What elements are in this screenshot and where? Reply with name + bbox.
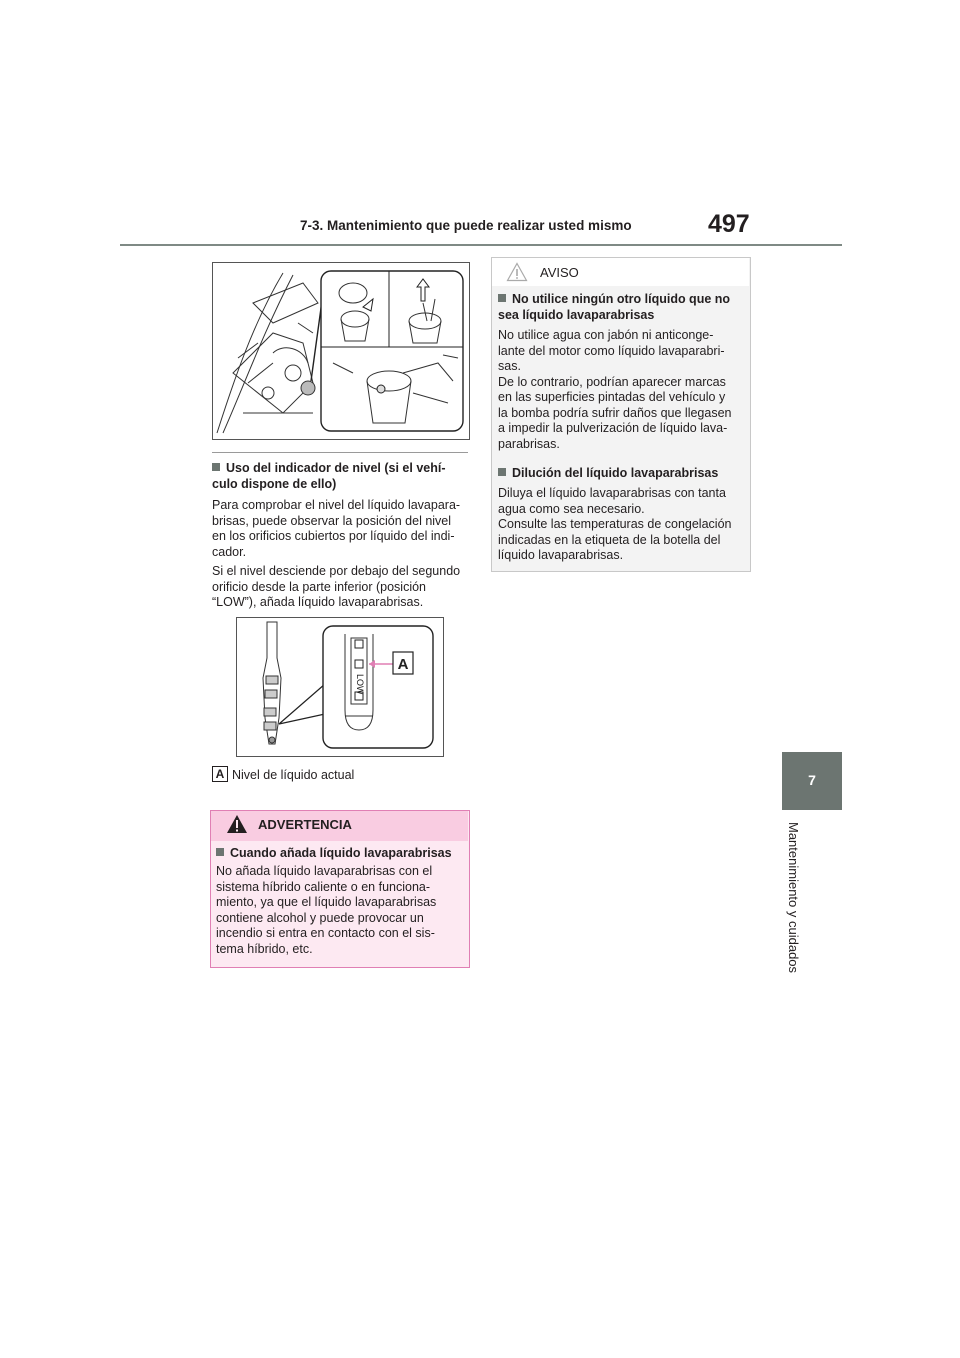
header-rule <box>120 244 842 246</box>
caption-label-box: A <box>212 766 228 782</box>
section-title: 7-3. Mantenimiento que puede realizar usted mismo <box>300 218 632 233</box>
level-gauge-paragraph-2: Si el nivel desciende por debajo del segundo orificio desde la parte inferior (posición “LOW”), añada líquido lavaparabrisas. <box>212 564 461 609</box>
warning-body: No añada líquido lavaparabrisas con el sistema híbrido caliente o en funciona- miento, ya que el líquido lavaparabrisas contiene alcohol y puede provocar un incendio si entra en contacto con el sis- tema híbrido, etc. <box>216 864 437 956</box>
warning-triangle-icon <box>226 814 248 834</box>
level-gauge-heading: Uso del indicador de nivel (si el vehí- culo dispone de ello) <box>212 461 446 491</box>
level-gauge-paragraph-1: Para comprobar el nivel del líquido lavapara- brisas, puede observar la posición del nivel en los orificios cubiertos por líquido del indi- cador. <box>212 498 461 559</box>
page-number: 497 <box>708 210 750 238</box>
gauge-low-text: LOW <box>355 674 365 695</box>
level-gauge-illustration <box>236 617 444 757</box>
notice-body-1: No utilice agua con jabón ni anticonge- lante del motor como líquido lavaparabri- sas. De lo contrario, podrían aparecer marcas en las superficies pintadas del vehículo y la bomba podría sufrir daños que llegasen a impedir la pulverización de líquido lava- parabrisas. <box>498 328 732 451</box>
notice-header <box>492 258 749 286</box>
caption-text: Nivel de líquido actual <box>232 768 355 782</box>
notice-heading-1: No utilice ningún otro líquido que no sea líquido lavaparabrisas <box>498 292 731 322</box>
warning-heading: Cuando añada líquido lavaparabrisas <box>216 845 464 861</box>
warning-title: ADVERTENCIA <box>258 817 352 832</box>
notice-triangle-icon <box>506 262 528 282</box>
section-divider <box>212 452 468 453</box>
notice-bullet-icon <box>498 294 506 302</box>
gauge-callout-label: A <box>397 656 409 673</box>
engine-bay-drawing <box>213 263 469 439</box>
chapter-label <box>782 822 808 992</box>
chapter-number: 7 <box>808 772 816 788</box>
chapter-label-text: Mantenimiento y cuidados <box>786 822 801 974</box>
notice-title: AVISO <box>540 265 579 280</box>
section-bullet-icon <box>212 463 220 471</box>
notice-bullet-icon-2 <box>498 468 506 476</box>
washer-reservoir-illustration <box>212 262 470 440</box>
notice-body-2: Diluya el líquido lavaparabrisas con tanta agua como sea necesario. Consulte las temperaturas de congelación indicadas en la etiqueta de la botella del líquido lavaparabrisas. <box>498 486 732 562</box>
level-gauge-drawing <box>237 618 443 756</box>
notice-heading-2: Dilución del líquido lavaparabrisas <box>498 465 746 481</box>
warning-bullet-icon <box>216 848 224 856</box>
